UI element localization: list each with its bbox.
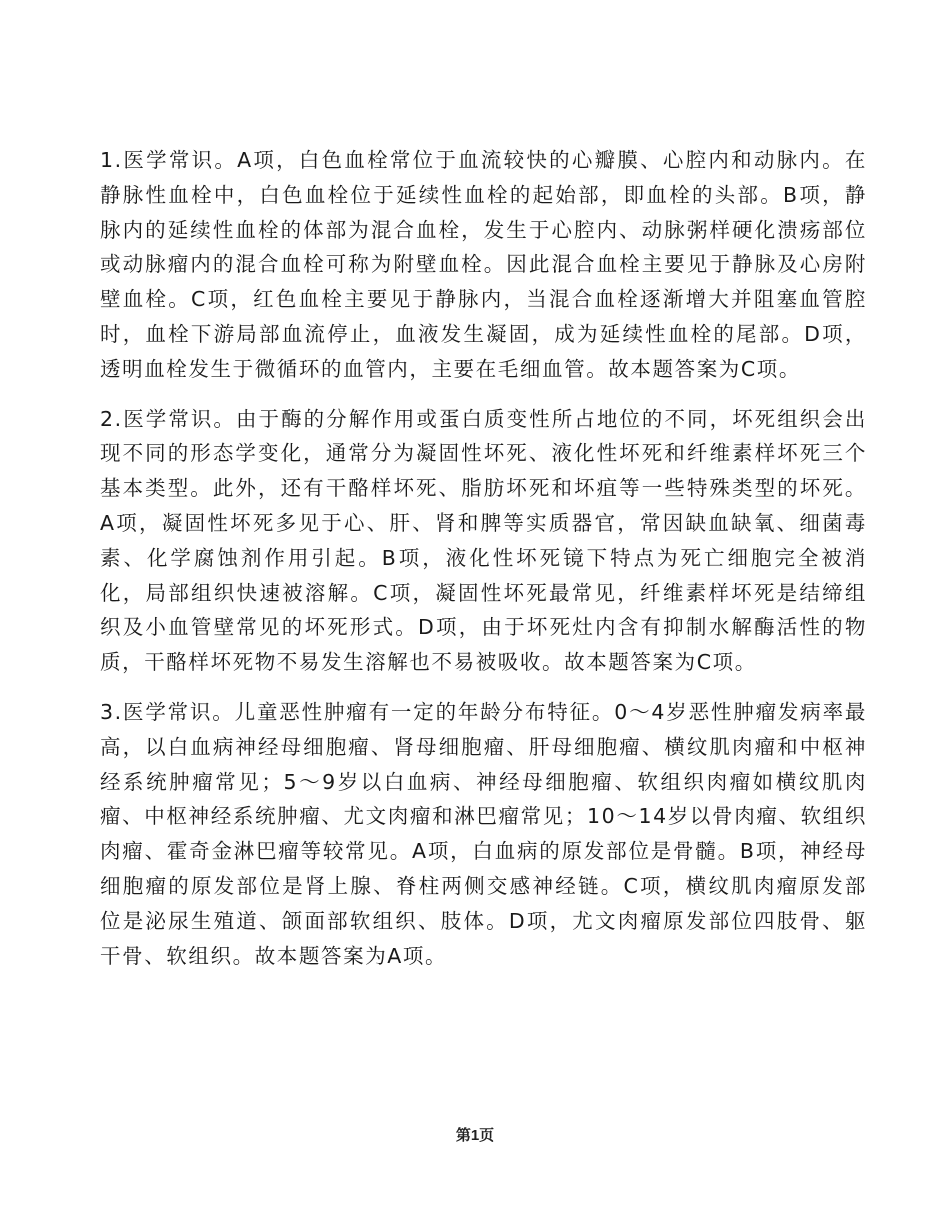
answer-paragraph-1: 1.医学常识。A项，白色血栓常位于血流较快的心瓣膜、心腔内和动脉内。在静脉性血栓中，白色血栓位于延续性血栓的起始部，即血栓的头部。B项，静脉内的延续性血栓的体部为混合血栓，发生于心腔内、动脉粥样硬化溃疡部位或动脉瘤内的混合血栓可称为附壁血栓。因此混合血栓主要见于静脉及心房附壁血栓。C项，红色血栓主要见于静脉内，当混合血栓逐渐增大并阻塞血管腔时，血栓下游局部血流停止，血液发生凝固，成为延续性血栓的尾部。D项，透明血栓发生于微循环的血管内，主要在毛细血管。故本题答案为C项。 <box>100 148 867 381</box>
answer-paragraph-2: 2.医学常识。由于酶的分解作用或蛋白质变性所占地位的不同，坏死组织会出现不同的形态学变化，通常分为凝固性坏死、液化性坏死和纤维素样坏死三个基本类型。此外，还有干酪样坏死、脂肪坏死和坏疽等一些特殊类型的坏死。A项，凝固性坏死多见于心、肝、肾和脾等实质器官，常因缺血缺氧、细菌毒素、化学腐蚀剂作用引起。B项，液化性坏死镜下特点为死亡细胞完全被消化，局部组织快速被溶解。C项，凝固性坏死最常见，纤维素样坏死是结缔组织及小血管壁常见的坏死形式。D项，由于坏死灶内含有抑制水解酶活性的物质，干酪样坏死物不易发生溶解也不易被吸收。故本题答案为C项。 <box>100 406 867 675</box>
answer-paragraph-3: 3.医学常识。儿童恶性肿瘤有一定的年龄分布特征。0～4岁恶性肿瘤发病率最高，以白血病神经母细胞瘤、肾母细胞瘤、肝母细胞瘤、横纹肌肉瘤和中枢神经系统肿瘤常见；5～9岁以白血病、神经母细胞瘤、软组织肉瘤如横纹肌肉瘤、中枢神经系统肿瘤、尤文肉瘤和淋巴瘤常见；10～14岁以骨肉瘤、软组织肉瘤、霍奇金淋巴瘤等较常见。A项，白血病的原发部位是骨髓。B项，神经母细胞瘤的原发部位是肾上腺、脊柱两侧交感神经链。C项，横纹肌肉瘤原发部位是泌尿生殖道、颌面部软组织、肢体。D项，尤文肉瘤原发部位四肢骨、躯干骨、软组织。故本题答案为A项。 <box>100 699 867 968</box>
page-number: 第1页 <box>455 1127 495 1144</box>
document-body <box>100 143 867 988</box>
